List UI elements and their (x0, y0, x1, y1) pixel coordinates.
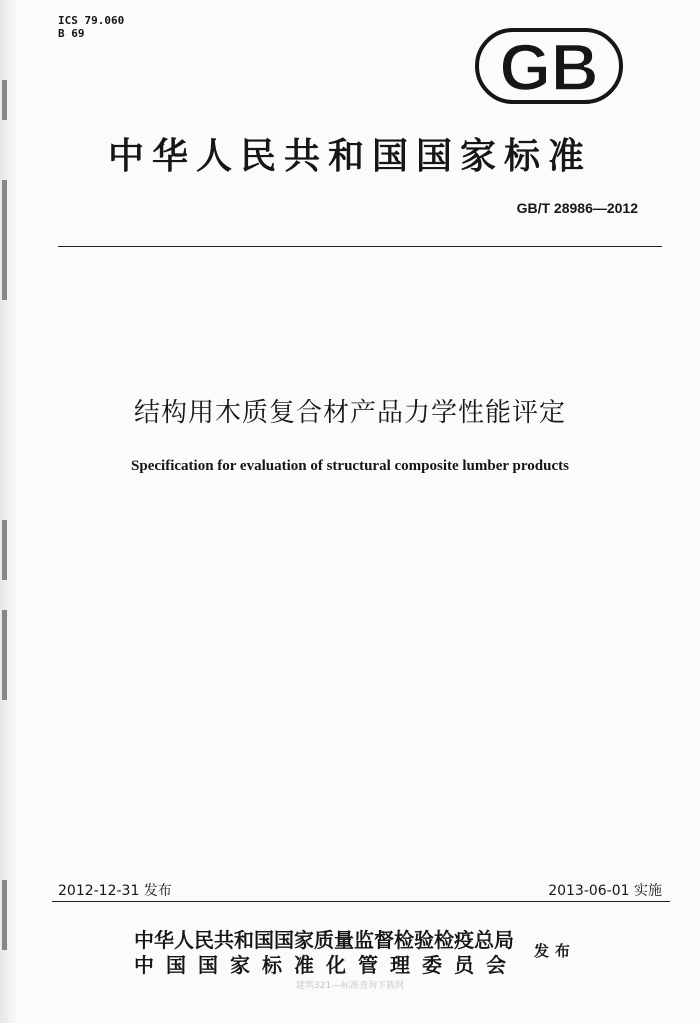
issue-date: 2012-12-31 发布 (58, 883, 172, 899)
gb-logo-icon (474, 27, 624, 105)
scan-artifact (2, 880, 7, 950)
scan-artifact (2, 180, 7, 300)
gb-logo-letters: GB (499, 30, 599, 104)
watermark-text: 建筑321---标准查询下载网 (296, 981, 404, 991)
standard-number: GB/T 28986—2012 (516, 200, 638, 216)
scan-artifact (2, 610, 7, 700)
scan-artifact (2, 80, 7, 120)
scan-artifact (2, 520, 7, 580)
header-divider (58, 246, 662, 247)
issue-label: 发布 (534, 942, 577, 960)
classification-codes (58, 14, 124, 40)
ccs-code: B 69 (58, 27, 85, 40)
implementation-date: 2013-06-01 实施 (548, 883, 662, 899)
issuer-aqsiq: 中华人民共和国国家质量监督检验检疫总局 (134, 928, 514, 952)
document-title-chinese: 结构用木质复合材产品力学性能评定 (133, 398, 566, 428)
standard-category-title: 中华人民共和国国家标准 (107, 135, 592, 177)
document-title-english: Specification for evaluation of structural composite lumber products (131, 458, 569, 474)
issuing-authorities (134, 928, 518, 978)
ics-code: ICS 79.060 (58, 14, 125, 27)
footer-divider (52, 901, 670, 902)
gb-logo-graphic (474, 27, 624, 105)
issuer-sac: 中国国家标准化管理委员会 (134, 953, 518, 977)
